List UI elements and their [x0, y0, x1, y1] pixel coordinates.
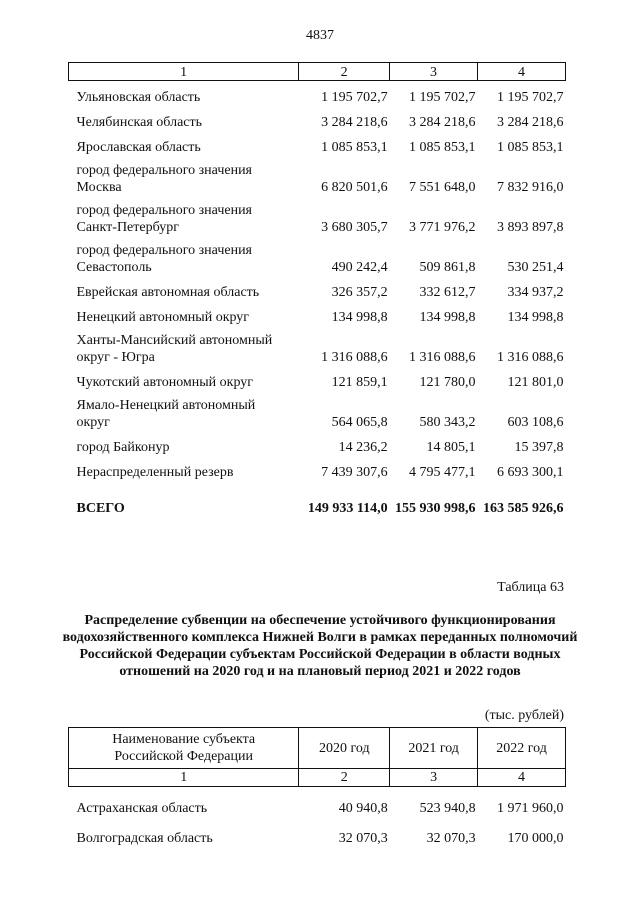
value-2020: 121 859,1	[331, 375, 388, 390]
column-number: 4	[478, 769, 566, 787]
value-2022: 121 801,0	[507, 375, 564, 390]
value-2022: 15 397,8	[514, 440, 564, 455]
value-2022: 1 085 853,1	[497, 140, 564, 155]
region-name-line1: Ямало-Ненецкий автономный	[76, 398, 256, 413]
value-2020: 564 065,8	[331, 415, 388, 430]
column-number-row	[69, 63, 566, 81]
region-name-line1: Ханты-Мансийский автономный	[76, 333, 273, 348]
value-2020: 134 998,8	[331, 310, 388, 325]
table-row	[69, 196, 566, 236]
value-2020: 14 236,2	[338, 440, 388, 455]
value-2021: 32 070,3	[426, 831, 476, 846]
table-title: Распределение субвенции на обеспечение устойчивого функционирования водохозяйственного комплекса Нижней Волги в рамках переданных полномочий Российской Федерации субъектам Российской Федерации в области водных отношений на 2020 год и на плановый период 2021 и 2022 годов	[62, 613, 578, 679]
region-name	[69, 236, 299, 276]
region-name-line2: Севастополь	[76, 260, 152, 275]
header-subject-line2: Российской Федерации	[114, 749, 253, 764]
value-2022: 3 893 897,8	[497, 220, 564, 235]
value-2020: 326 357,2	[331, 285, 388, 300]
region-name-line2: округ	[76, 415, 110, 430]
page-number: 4837	[306, 28, 334, 43]
region-name: Нераспределенный резерв	[76, 465, 234, 480]
column-number: 2	[299, 769, 390, 787]
region-name: Ярославская область	[76, 140, 201, 155]
value-2022: 1 316 088,6	[497, 350, 564, 365]
table-row	[69, 276, 566, 301]
value-2022: 1 971 960,0	[497, 801, 564, 816]
region-name-line2: округ - Югра	[76, 350, 155, 365]
column-number: 3	[390, 769, 478, 787]
region-name	[69, 326, 299, 366]
region-name-line1: город федерального значения	[76, 203, 252, 218]
header-2021: 2021 год	[390, 728, 478, 769]
total-2022: 163 585 926,6	[483, 501, 564, 516]
total-row	[69, 481, 566, 517]
value-2021: 1 195 702,7	[409, 90, 476, 105]
region-name: Чукотский автономный округ	[76, 375, 254, 390]
value-2021: 580 343,2	[419, 415, 476, 430]
header-subject-line1: Наименование субъекта	[112, 732, 256, 747]
value-2021: 509 861,8	[419, 260, 476, 275]
value-2021: 134 998,8	[419, 310, 476, 325]
value-2020: 3 284 218,6	[321, 115, 388, 130]
total-2021: 155 930 998,6	[395, 501, 476, 516]
value-2021: 14 805,1	[426, 440, 476, 455]
table-row	[69, 236, 566, 276]
region-name: город Байконур	[76, 440, 170, 455]
value-2021: 523 940,8	[419, 801, 476, 816]
value-2022: 170 000,0	[507, 831, 564, 846]
value-2022: 603 108,6	[507, 415, 564, 430]
region-name-line1: город федерального значения	[76, 163, 252, 178]
value-2022: 134 998,8	[507, 310, 564, 325]
value-2021: 1 316 088,6	[409, 350, 476, 365]
value-2021: 3 284 218,6	[409, 115, 476, 130]
table-row	[69, 301, 566, 326]
value-2020: 40 940,8	[338, 801, 388, 816]
value-2021: 3 771 976,2	[409, 220, 476, 235]
table-row	[69, 326, 566, 366]
table-row	[69, 817, 566, 847]
table-label: Таблица 63	[497, 580, 564, 595]
header-2022: 2022 год	[478, 728, 566, 769]
value-2020: 1 085 853,1	[321, 140, 388, 155]
units-note: (тыс. рублей)	[484, 708, 564, 723]
column-number: 1	[69, 769, 299, 787]
column-number: 4	[478, 63, 566, 81]
value-2020: 7 439 307,6	[321, 465, 388, 480]
subsidy-table-continued	[68, 62, 566, 517]
region-name	[69, 156, 299, 196]
region-name	[69, 391, 299, 431]
region-name: Ненецкий автономный округ	[76, 310, 250, 325]
value-2021: 4 795 477,1	[409, 465, 476, 480]
column-number: 1	[69, 63, 299, 81]
table-row	[69, 156, 566, 196]
table-row	[69, 787, 566, 818]
value-2020: 6 820 501,6	[321, 180, 388, 195]
volga-subsidy-table	[68, 727, 566, 847]
header-2020: 2020 год	[299, 728, 390, 769]
value-2022: 6 693 300,1	[497, 465, 564, 480]
table-row	[69, 431, 566, 456]
table-row	[69, 456, 566, 481]
column-number: 2	[299, 63, 390, 81]
region-name: Еврейская автономная область	[76, 285, 260, 300]
table-row	[69, 106, 566, 131]
total-label: ВСЕГО	[76, 501, 125, 516]
value-2021: 332 612,7	[419, 285, 476, 300]
value-2022: 7 832 916,0	[497, 180, 564, 195]
value-2020: 490 242,4	[331, 260, 388, 275]
region-name	[69, 196, 299, 236]
region-name: Астраханская область	[76, 801, 208, 816]
value-2022: 1 195 702,7	[497, 90, 564, 105]
value-2021: 1 085 853,1	[409, 140, 476, 155]
region-name-line2: Москва	[76, 180, 122, 195]
value-2022: 530 251,4	[507, 260, 564, 275]
column-number-row	[69, 769, 566, 787]
region-name-line1: город федерального значения	[76, 243, 252, 258]
table-row	[69, 81, 566, 107]
value-2020: 1 195 702,7	[321, 90, 388, 105]
value-2021: 121 780,0	[419, 375, 476, 390]
value-2021: 7 551 648,0	[409, 180, 476, 195]
table-row	[69, 366, 566, 391]
table-row	[69, 131, 566, 156]
region-name-line2: Санкт-Петербург	[76, 220, 179, 235]
table-row	[69, 391, 566, 431]
header-subject	[69, 728, 299, 769]
total-2020: 149 933 114,0	[307, 501, 388, 516]
region-name: Волгоградская область	[76, 831, 213, 846]
value-2022: 334 937,2	[507, 285, 564, 300]
region-name: Челябинская область	[76, 115, 202, 130]
value-2020: 32 070,3	[338, 831, 388, 846]
header-row	[69, 728, 566, 769]
column-number: 3	[390, 63, 478, 81]
value-2020: 3 680 305,7	[321, 220, 388, 235]
region-name: Ульяновская область	[76, 90, 201, 105]
value-2020: 1 316 088,6	[321, 350, 388, 365]
value-2022: 3 284 218,6	[497, 115, 564, 130]
